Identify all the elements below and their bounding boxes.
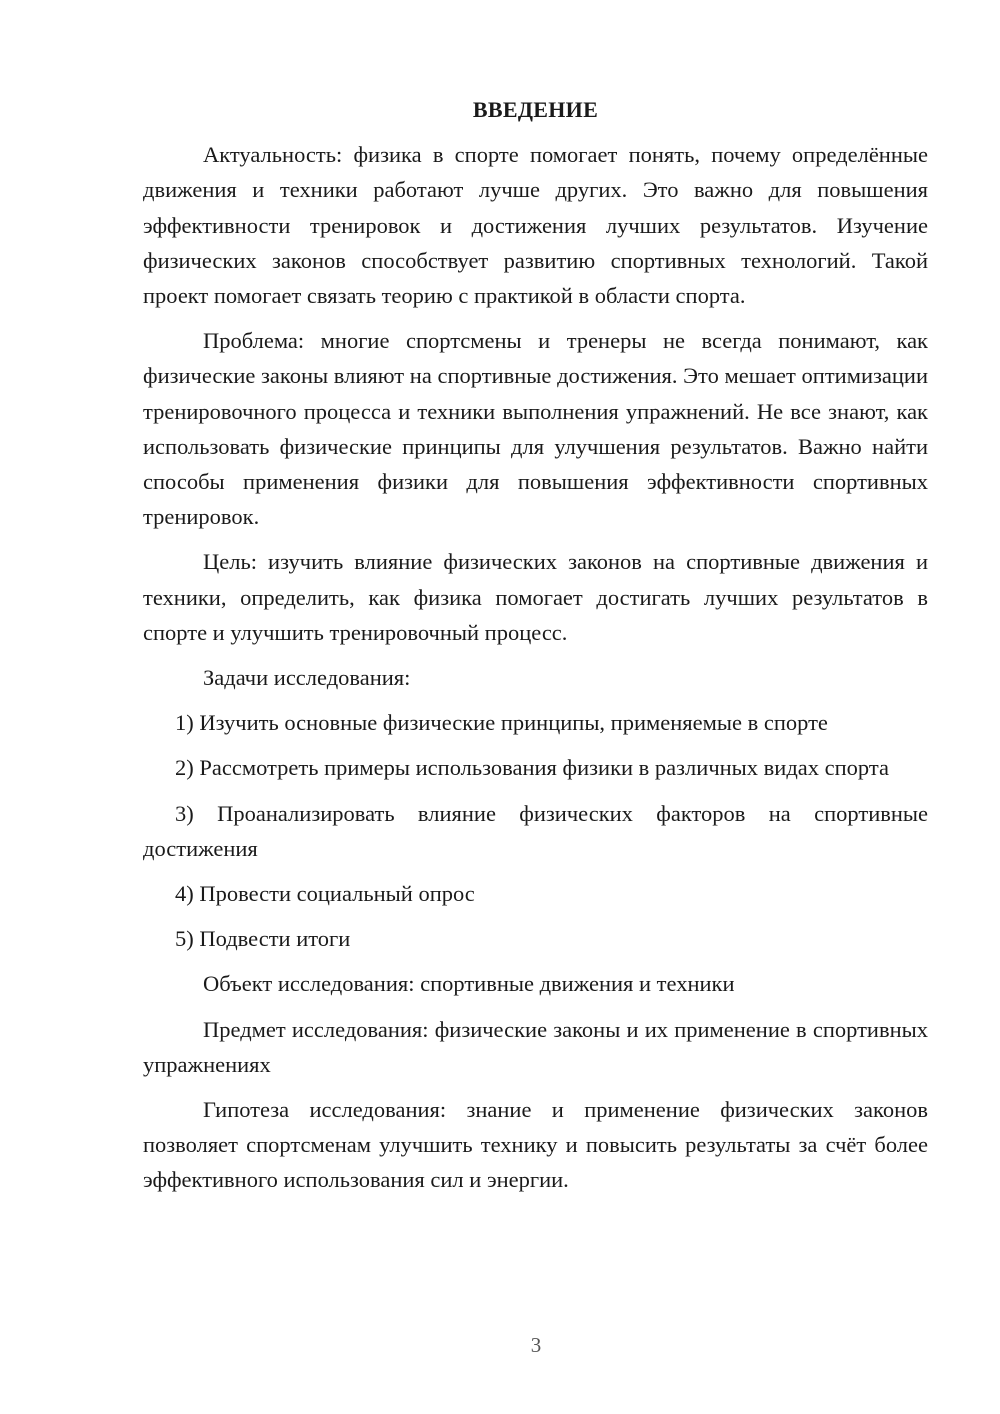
goal-paragraph: Цель: изучить влияние физических законов на спортивные движения и техники, определить, как физика помогает достигать лучших результатов в спорте и улучшить тренировочный процесс. bbox=[143, 549, 928, 645]
task-item-1: 1) Изучить основные физические принципы, применяемые в спорте bbox=[175, 710, 828, 736]
tasks-heading: Задачи исследования: bbox=[203, 665, 411, 691]
hypothesis-paragraph: Гипотеза исследования: знание и применение физических законов позволяет спортсменам улучшить технику и повысить результаты за счёт более эффективного использования сил и энергии. bbox=[143, 1097, 928, 1193]
subject-paragraph: Предмет исследования: физические законы и их применение в спортивных упражнениях bbox=[143, 1016, 928, 1077]
page-number: 3 bbox=[530, 1333, 542, 1357]
task-item-2: 2) Рассмотреть примеры использования физики в различных видах спорта bbox=[175, 755, 889, 781]
task-item-3: 3) Проанализировать влияние физических факторов на спортивные достижения bbox=[143, 800, 928, 861]
task-item-5: 5) Подвести итоги bbox=[175, 926, 351, 952]
page-content bbox=[143, 92, 928, 1208]
task-item-4: 4) Провести социальный опрос bbox=[175, 881, 475, 907]
object-paragraph: Объект исследования: спортивные движения и техники bbox=[203, 971, 735, 997]
relevance-paragraph: Актуальность: физика в спорте помогает понять, почему определённые движения и техники работают лучше других. Это важно для повышения эффективности тренировок и достижения лучших результатов. Изучение физических законов способствует развитию спортивных технологий. Такой проект помогает связать теорию с практикой в области спорта. bbox=[143, 142, 928, 309]
section-heading: ВВЕДЕНИЕ bbox=[472, 97, 599, 122]
problem-paragraph: Проблема: многие спортсмены и тренеры не всегда понимают, как физические законы влияют на спортивные достижения. Это мешает оптимизации тренировочного процесса и техники выполнения упражнений. Не все знают, как использовать физические принципы для улучшения результатов. Важно найти способы применения физики для повышения эффективности спортивных тренировок. bbox=[143, 328, 928, 530]
